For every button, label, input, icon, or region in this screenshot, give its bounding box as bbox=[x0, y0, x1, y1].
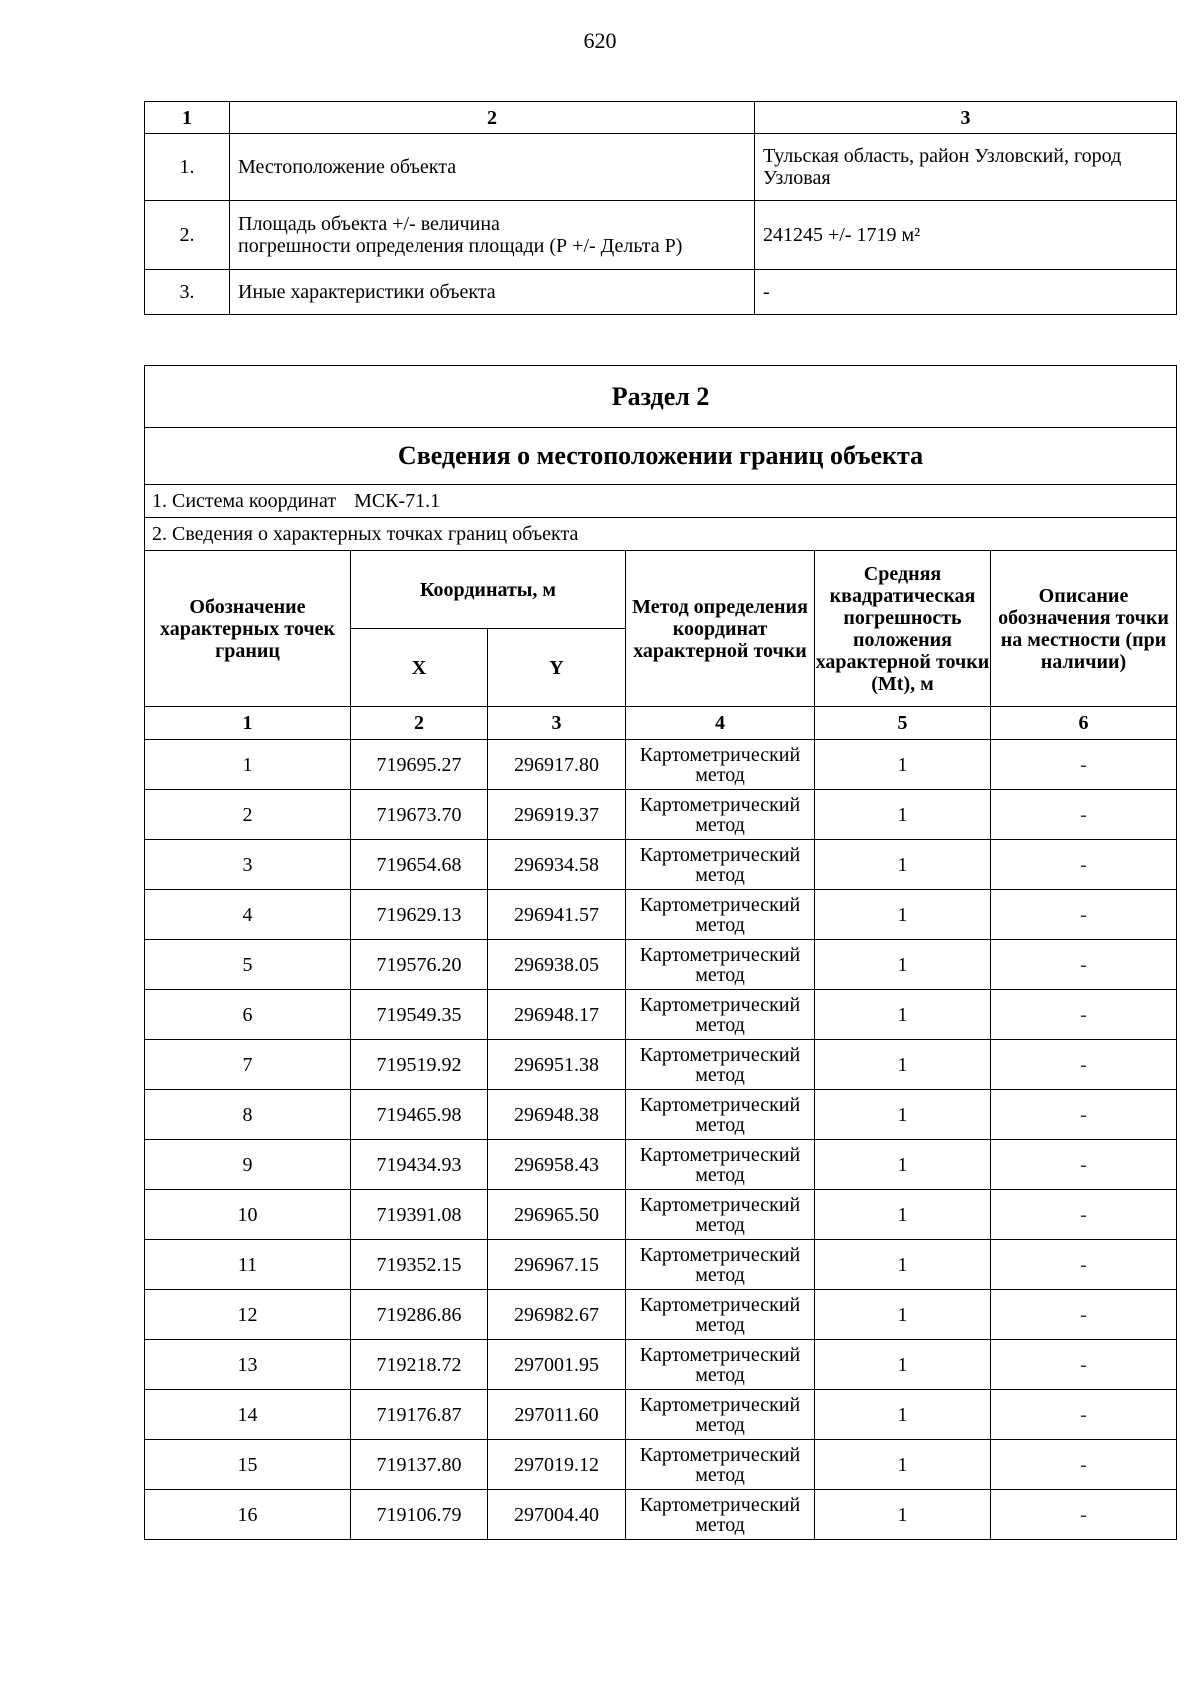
object-info-table bbox=[144, 101, 1177, 315]
page-number: 620 bbox=[583, 28, 617, 53]
point-method bbox=[626, 1140, 815, 1190]
point-y: 297001.95 bbox=[488, 1340, 626, 1390]
point-designation: 10 bbox=[145, 1190, 351, 1240]
point-error: 1 bbox=[815, 890, 991, 940]
point-x: 719695.27 bbox=[351, 740, 488, 790]
point-x: 719391.08 bbox=[351, 1190, 488, 1240]
table-row bbox=[145, 270, 1177, 315]
point-y: 296917.80 bbox=[488, 740, 626, 790]
point-x: 719352.15 bbox=[351, 1240, 488, 1290]
point-method-line: Картометрический bbox=[639, 893, 801, 916]
points-info-line: 2. Сведения о характерных точках границ объекта bbox=[145, 518, 1177, 551]
header-description: Описание обозначения точки на местности (при наличии) bbox=[991, 551, 1177, 707]
point-description: - bbox=[991, 1240, 1177, 1290]
point-y: 296982.67 bbox=[488, 1290, 626, 1340]
table-row bbox=[145, 1340, 1177, 1390]
point-method bbox=[626, 940, 815, 990]
point-method bbox=[626, 990, 815, 1040]
row-number: 1. bbox=[145, 134, 230, 201]
table-row bbox=[145, 740, 1177, 790]
row-label: Иные характеристики объекта bbox=[230, 270, 755, 315]
header-error: Средняя квадратическая погрешность положения характерной точки (Mt), м bbox=[815, 551, 991, 707]
column-number-3: 3 bbox=[755, 102, 1177, 134]
point-method-line: метод bbox=[695, 1163, 745, 1186]
point-designation: 16 bbox=[145, 1490, 351, 1540]
point-method-line: метод bbox=[695, 1213, 745, 1236]
point-error: 1 bbox=[815, 1290, 991, 1340]
point-method bbox=[626, 1390, 815, 1440]
table-row bbox=[145, 990, 1177, 1040]
point-description: - bbox=[991, 840, 1177, 890]
row-value: Тульская область, район Узловский, город Узловая bbox=[755, 134, 1177, 201]
point-designation: 13 bbox=[145, 1340, 351, 1390]
point-x: 719218.72 bbox=[351, 1340, 488, 1390]
point-designation: 6 bbox=[145, 990, 351, 1040]
point-designation: 8 bbox=[145, 1090, 351, 1140]
point-error: 1 bbox=[815, 1390, 991, 1440]
point-designation: 11 bbox=[145, 1240, 351, 1290]
point-description: - bbox=[991, 1040, 1177, 1090]
point-designation: 9 bbox=[145, 1140, 351, 1190]
point-y: 296967.15 bbox=[488, 1240, 626, 1290]
point-description: - bbox=[991, 990, 1177, 1040]
table-row bbox=[145, 1140, 1177, 1190]
point-method-line: метод bbox=[695, 1263, 745, 1286]
table-row bbox=[145, 1440, 1177, 1490]
table-row bbox=[145, 201, 1177, 270]
table-row bbox=[145, 1290, 1177, 1340]
point-y: 297019.12 bbox=[488, 1440, 626, 1490]
point-error: 1 bbox=[815, 1440, 991, 1490]
point-method-line: Картометрический bbox=[639, 1293, 801, 1316]
boundary-points-table bbox=[144, 365, 1177, 1540]
point-x: 719673.70 bbox=[351, 790, 488, 840]
table-row bbox=[145, 790, 1177, 840]
point-method bbox=[626, 1040, 815, 1090]
point-error: 1 bbox=[815, 740, 991, 790]
section-subtitle: Сведения о местоположении границ объекта bbox=[145, 428, 1177, 485]
point-error: 1 bbox=[815, 840, 991, 890]
point-description: - bbox=[991, 1340, 1177, 1390]
coordinate-system-label: 1. Система координат bbox=[152, 490, 337, 512]
column-number: 6 bbox=[991, 707, 1177, 740]
point-description: - bbox=[991, 1090, 1177, 1140]
point-method-line: Картометрический bbox=[639, 1193, 801, 1216]
point-description: - bbox=[991, 1440, 1177, 1490]
point-method bbox=[626, 790, 815, 840]
point-description: - bbox=[991, 740, 1177, 790]
point-method-line: метод bbox=[695, 763, 745, 786]
point-method bbox=[626, 1340, 815, 1390]
column-number: 5 bbox=[815, 707, 991, 740]
row-label-line: Площадь объекта +/- величина bbox=[238, 213, 500, 235]
row-label-line: погрешности определения площади (Р +/- Дельта Р) bbox=[238, 235, 683, 257]
point-description: - bbox=[991, 790, 1177, 840]
point-designation: 14 bbox=[145, 1390, 351, 1440]
point-y: 296958.43 bbox=[488, 1140, 626, 1190]
point-y: 296951.38 bbox=[488, 1040, 626, 1090]
row-label bbox=[230, 201, 755, 270]
point-error: 1 bbox=[815, 940, 991, 990]
point-error: 1 bbox=[815, 1190, 991, 1240]
point-error: 1 bbox=[815, 1340, 991, 1390]
row-value: 241245 +/- 1719 м² bbox=[755, 201, 1177, 270]
row-number: 2. bbox=[145, 201, 230, 270]
point-x: 719576.20 bbox=[351, 940, 488, 990]
point-y: 296934.58 bbox=[488, 840, 626, 890]
point-x: 719106.79 bbox=[351, 1490, 488, 1540]
point-error: 1 bbox=[815, 790, 991, 840]
point-method bbox=[626, 1290, 815, 1340]
point-designation: 12 bbox=[145, 1290, 351, 1340]
point-description: - bbox=[991, 1190, 1177, 1240]
point-method bbox=[626, 1440, 815, 1490]
row-value: - bbox=[755, 270, 1177, 315]
point-description: - bbox=[991, 1390, 1177, 1440]
column-number-2: 2 bbox=[230, 102, 755, 134]
point-method bbox=[626, 840, 815, 890]
point-method bbox=[626, 1190, 815, 1240]
column-number: 2 bbox=[351, 707, 488, 740]
header-designation: Обозначение характерных точек границ bbox=[145, 551, 351, 707]
point-method-line: метод bbox=[695, 1513, 745, 1536]
point-method bbox=[626, 890, 815, 940]
point-method-line: метод bbox=[695, 1113, 745, 1136]
table-row bbox=[145, 1390, 1177, 1440]
point-error: 1 bbox=[815, 1040, 991, 1090]
point-description: - bbox=[991, 1490, 1177, 1540]
point-x: 719519.92 bbox=[351, 1040, 488, 1090]
point-method-line: метод bbox=[695, 1013, 745, 1036]
point-error: 1 bbox=[815, 1090, 991, 1140]
point-method-line: метод bbox=[695, 1413, 745, 1436]
point-x: 719549.35 bbox=[351, 990, 488, 1040]
point-x: 719176.87 bbox=[351, 1390, 488, 1440]
point-description: - bbox=[991, 940, 1177, 990]
table-row bbox=[145, 840, 1177, 890]
point-method-line: Картометрический bbox=[639, 843, 801, 866]
point-x: 719137.80 bbox=[351, 1440, 488, 1490]
column-number-1: 1 bbox=[145, 102, 230, 134]
point-method-line: метод bbox=[695, 1463, 745, 1486]
point-method bbox=[626, 740, 815, 790]
point-x: 719629.13 bbox=[351, 890, 488, 940]
table-row bbox=[145, 1090, 1177, 1140]
point-x: 719465.98 bbox=[351, 1090, 488, 1140]
point-y: 296965.50 bbox=[488, 1190, 626, 1240]
point-method-line: Картометрический bbox=[639, 1093, 801, 1116]
point-method-line: метод bbox=[695, 863, 745, 886]
point-error: 1 bbox=[815, 990, 991, 1040]
point-method bbox=[626, 1490, 815, 1540]
coordinate-system-line bbox=[145, 485, 1177, 518]
table-row bbox=[145, 1240, 1177, 1290]
point-designation: 3 bbox=[145, 840, 351, 890]
point-designation: 4 bbox=[145, 890, 351, 940]
point-designation: 15 bbox=[145, 1440, 351, 1490]
table-row bbox=[145, 890, 1177, 940]
point-x: 719434.93 bbox=[351, 1140, 488, 1190]
table-row bbox=[145, 1190, 1177, 1240]
column-numbers-row bbox=[145, 707, 1177, 740]
point-designation: 1 bbox=[145, 740, 351, 790]
point-method-line: Картометрический bbox=[639, 1493, 801, 1516]
point-y: 297011.60 bbox=[488, 1390, 626, 1440]
table-row bbox=[145, 1490, 1177, 1540]
point-method-line: Картометрический bbox=[639, 1043, 801, 1066]
point-y: 296919.37 bbox=[488, 790, 626, 840]
point-method bbox=[626, 1240, 815, 1290]
point-error: 1 bbox=[815, 1490, 991, 1540]
table-row bbox=[145, 940, 1177, 990]
header-y: Y bbox=[488, 629, 626, 707]
point-y: 296938.05 bbox=[488, 940, 626, 990]
coordinate-system-value: МСК-71.1 bbox=[354, 490, 441, 512]
point-method-line: Картометрический bbox=[639, 1343, 801, 1366]
point-description: - bbox=[991, 1140, 1177, 1190]
point-x: 719654.68 bbox=[351, 840, 488, 890]
column-number: 3 bbox=[488, 707, 626, 740]
point-designation: 5 bbox=[145, 940, 351, 990]
point-method-line: Картометрический bbox=[639, 943, 801, 966]
row-label: Местоположение объекта bbox=[230, 134, 755, 201]
point-description: - bbox=[991, 890, 1177, 940]
point-method-line: Картометрический bbox=[639, 1393, 801, 1416]
point-method-line: Картометрический bbox=[639, 1143, 801, 1166]
point-y: 296941.57 bbox=[488, 890, 626, 940]
point-y: 297004.40 bbox=[488, 1490, 626, 1540]
point-y: 296948.38 bbox=[488, 1090, 626, 1140]
column-number: 1 bbox=[145, 707, 351, 740]
table-header-row bbox=[145, 102, 1177, 134]
table-row bbox=[145, 1040, 1177, 1090]
point-method-line: метод bbox=[695, 1313, 745, 1336]
point-method-line: метод bbox=[695, 1363, 745, 1386]
section-title: Раздел 2 bbox=[145, 366, 1177, 428]
point-error: 1 bbox=[815, 1240, 991, 1290]
point-method bbox=[626, 1090, 815, 1140]
point-x: 719286.86 bbox=[351, 1290, 488, 1340]
table-row bbox=[145, 134, 1177, 201]
point-method-line: метод bbox=[695, 913, 745, 936]
point-y: 296948.17 bbox=[488, 990, 626, 1040]
point-method-line: метод bbox=[695, 963, 745, 986]
header-method: Метод определения координат характерной точки bbox=[626, 551, 815, 707]
point-method-line: метод bbox=[695, 813, 745, 836]
point-designation: 7 bbox=[145, 1040, 351, 1090]
point-method-line: Картометрический bbox=[639, 793, 801, 816]
column-number: 4 bbox=[626, 707, 815, 740]
point-description: - bbox=[991, 1290, 1177, 1340]
header-x: X bbox=[351, 629, 488, 707]
header-coordinates: Координаты, м bbox=[351, 551, 626, 629]
point-method-line: Картометрический bbox=[639, 743, 801, 766]
point-designation: 2 bbox=[145, 790, 351, 840]
point-method-line: Картометрический bbox=[639, 993, 801, 1016]
row-number: 3. bbox=[145, 270, 230, 315]
point-method-line: метод bbox=[695, 1063, 745, 1086]
point-method-line: Картометрический bbox=[639, 1243, 801, 1266]
point-method-line: Картометрический bbox=[639, 1443, 801, 1466]
point-error: 1 bbox=[815, 1140, 991, 1190]
